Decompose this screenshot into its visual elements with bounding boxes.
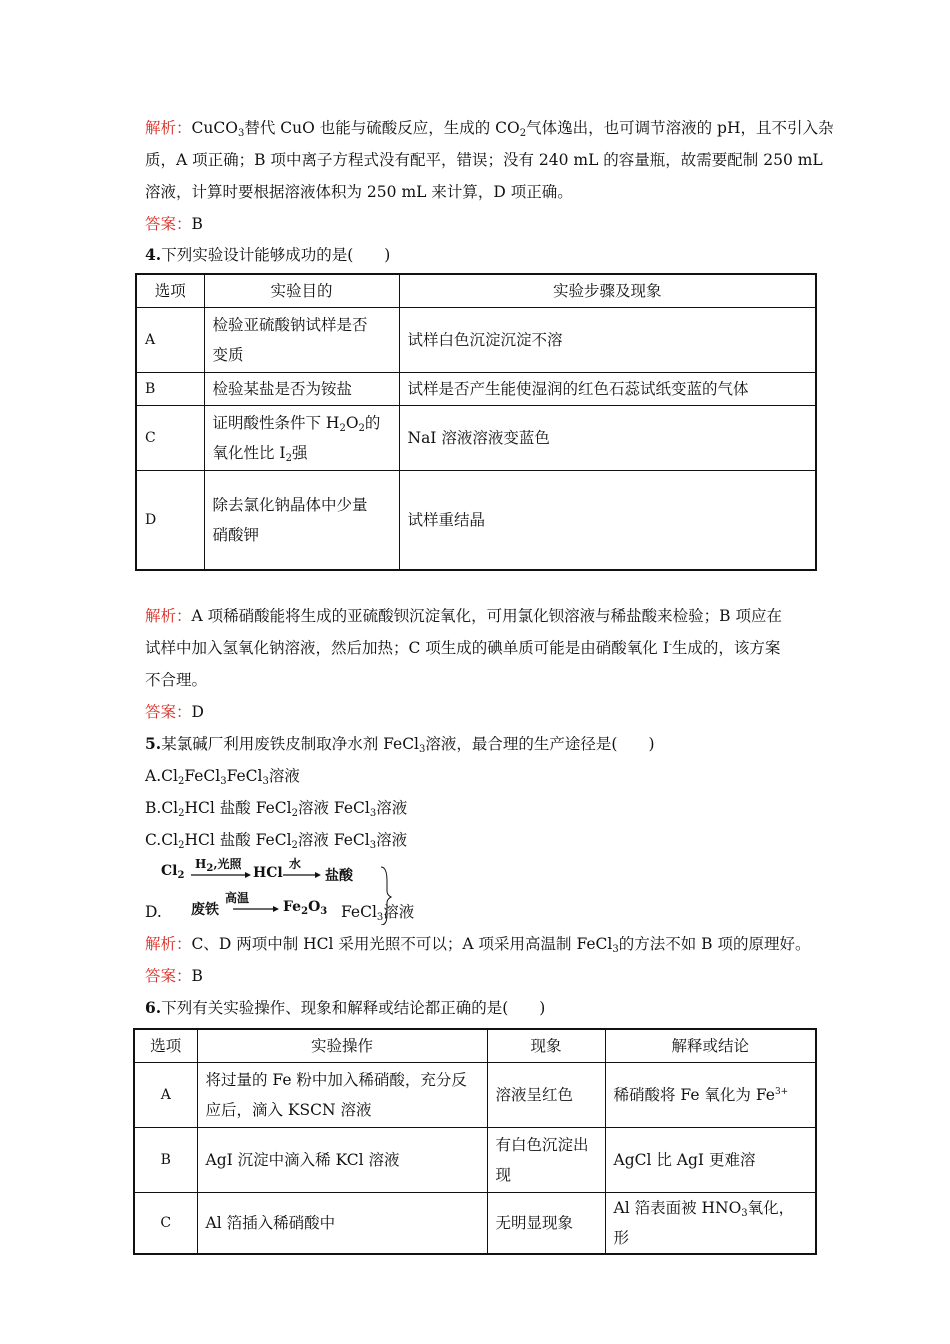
option-cell: A (134, 1062, 197, 1127)
iron-oxide-formula: $Fe_2O_3$ (283, 899, 328, 917)
purpose-cell: 检验亚硫酸钠试样是否 变质 (204, 307, 399, 372)
option-cell: D (136, 470, 204, 570)
operation-cell: Al 箔插入稀硝酸中 (197, 1192, 487, 1254)
table-row (134, 1127, 816, 1192)
header-purpose: 实验目的 (204, 274, 399, 307)
answer-label: 答案： (145, 703, 192, 721)
answer-value: D (191, 703, 204, 721)
conclusion-cell: AgCl 比 AgI 更难溶 (605, 1127, 816, 1192)
answer-value: B (191, 967, 203, 985)
q5-option-c: $C.Cl_2HCl$ 盐酸 FeCl$_2$溶液 FeCl$_3$溶液 (145, 831, 408, 851)
option-cell: C (136, 405, 204, 470)
hcl-formula: HCl (253, 865, 283, 881)
q6-stem: 6.下列有关实验操作、现象和解释或结论都正确的是( ) (145, 998, 546, 1017)
answer-label: 答案： (145, 967, 192, 985)
question-number: 5. (145, 734, 162, 753)
q5-option-b: $B.Cl_2HCl$ 盐酸 FeCl$_2$溶液 FeCl$_3$溶液 (145, 799, 408, 819)
header-option: 选项 (134, 1029, 197, 1062)
q3-answer (145, 214, 203, 234)
q5-answer (145, 966, 203, 986)
q5-option-d-label: D. (145, 903, 162, 921)
question-number: 4. (145, 245, 162, 264)
q3-explanation-line1: 解析：CuCO$_3$替代 CuO 也能与硫酸反应，生成的 $CO_2$气体逸出，也可调节溶液的 pH，且不引入杂 (145, 119, 834, 139)
header-conclusion: 解释或结论 (605, 1029, 816, 1062)
q5-option-d-result: FeCl$_3$溶液 (341, 903, 415, 923)
scrap-iron: 废铁 (191, 902, 219, 918)
operation-cell: AgI 沉淀中滴入稀 KCl 溶液 (197, 1127, 487, 1192)
q4-explanation-line2: 试样中加入氢氧化钠溶液，然后加热；C 项生成的碘单质可能是由硝酸氧化 I-生成的，该方案 (145, 639, 781, 657)
chlorine-formula: $Cl_2$ (161, 863, 185, 881)
table-row (136, 470, 816, 570)
explanation-label: 解析： (145, 119, 192, 137)
purpose-cell: 证明酸性条件下 $H_2O_2$的 氧化性比 $I_2$强 (204, 405, 399, 470)
table-row (136, 405, 816, 470)
header-phenomenon: 现象 (487, 1029, 605, 1062)
table-header-row (136, 274, 816, 307)
explanation-label: 解析： (145, 935, 192, 953)
q6-table (133, 1028, 817, 1255)
q5-stem: 5.某氯碱厂利用废铁皮制取净水剂 FeCl$_3$溶液，最合理的生产途径是( ) (145, 734, 655, 755)
q5-option-a: $A.Cl_2FeCl_3FeCl_3$溶液 (145, 767, 300, 787)
table-header-row (134, 1029, 816, 1062)
steps-cell: 试样白色沉淀沉淀不溶 (399, 307, 816, 372)
operation-cell: 将过量的 Fe 粉中加入稀硝酸，充分反 应后，滴入 KSCN 溶液 (197, 1062, 487, 1127)
table-row (136, 307, 816, 372)
header-option: 选项 (136, 274, 204, 307)
conclusion-cell: Al 箔表面被 $HNO_3$氧化，形 (605, 1192, 816, 1254)
q3-explanation-line3: 溶液，计算时要根据溶液体积为 250 mL 来计算，D 项正确。 (145, 183, 573, 201)
purpose-cell: 除去氯化钠晶体中少量 硝酸钾 (204, 470, 399, 570)
answer-label: 答案： (145, 215, 192, 233)
question-number: 6. (145, 998, 162, 1017)
phenomenon-cell: 溶液呈红色 (487, 1062, 605, 1127)
option-cell: B (134, 1127, 197, 1192)
q4-table (135, 273, 817, 571)
conclusion-cell: 稀硝酸将 Fe 氧化为 $Fe^{3+}$ (605, 1062, 816, 1127)
phenomenon-cell: 有白色沉淀出 现 (487, 1127, 605, 1192)
table-row (134, 1192, 816, 1254)
q5-explanation: 解析：C、D 两项中制 HCl 采用光照不可以；A 项采用高温制 FeCl$_3$的方法不如 B 项的原理好。 (145, 935, 811, 955)
option-cell: A (136, 307, 204, 372)
q4-answer (145, 702, 204, 722)
explanation-label: 解析： (145, 607, 192, 625)
steps-cell: 试样是否产生能使湿润的红色石蕊试纸变蓝的气体 (399, 372, 816, 405)
option-cell: C (134, 1192, 197, 1254)
purpose-cell: 检验某盐是否为铵盐 (204, 372, 399, 405)
q4-stem: 4.下列实验设计能够成功的是( ) (145, 245, 391, 264)
steps-cell: 试样重结晶 (399, 470, 816, 570)
steps-cell: NaI 溶液溶液变蓝色 (399, 405, 816, 470)
table-row (136, 372, 816, 405)
q4-explanation-line3: 不合理。 (145, 671, 208, 689)
table-row (134, 1062, 816, 1127)
phenomenon-cell: 无明显现象 (487, 1192, 605, 1254)
header-operation: 实验操作 (197, 1029, 487, 1062)
q4-explanation-line1: 解析：A 项稀硝酸能将生成的亚硫酸钡沉淀氧化，可用氯化钡溶液与稀盐酸来检验；B 项应在 (145, 607, 782, 625)
hydrochloric-acid: 盐酸 (325, 868, 353, 884)
option-cell: B (136, 372, 204, 405)
header-steps: 实验步骤及现象 (399, 274, 816, 307)
h2-light-condition: $H_2$,光照 (195, 857, 242, 874)
high-temp-condition: 高温 (225, 891, 250, 905)
water-condition: 水 (289, 857, 302, 871)
answer-value: B (191, 215, 203, 233)
q3-explanation-line2: 质，A 项正确；B 项中离子方程式没有配平，错误；没有 240 mL 的容量瓶，故需要配制 250 mL (145, 151, 823, 169)
